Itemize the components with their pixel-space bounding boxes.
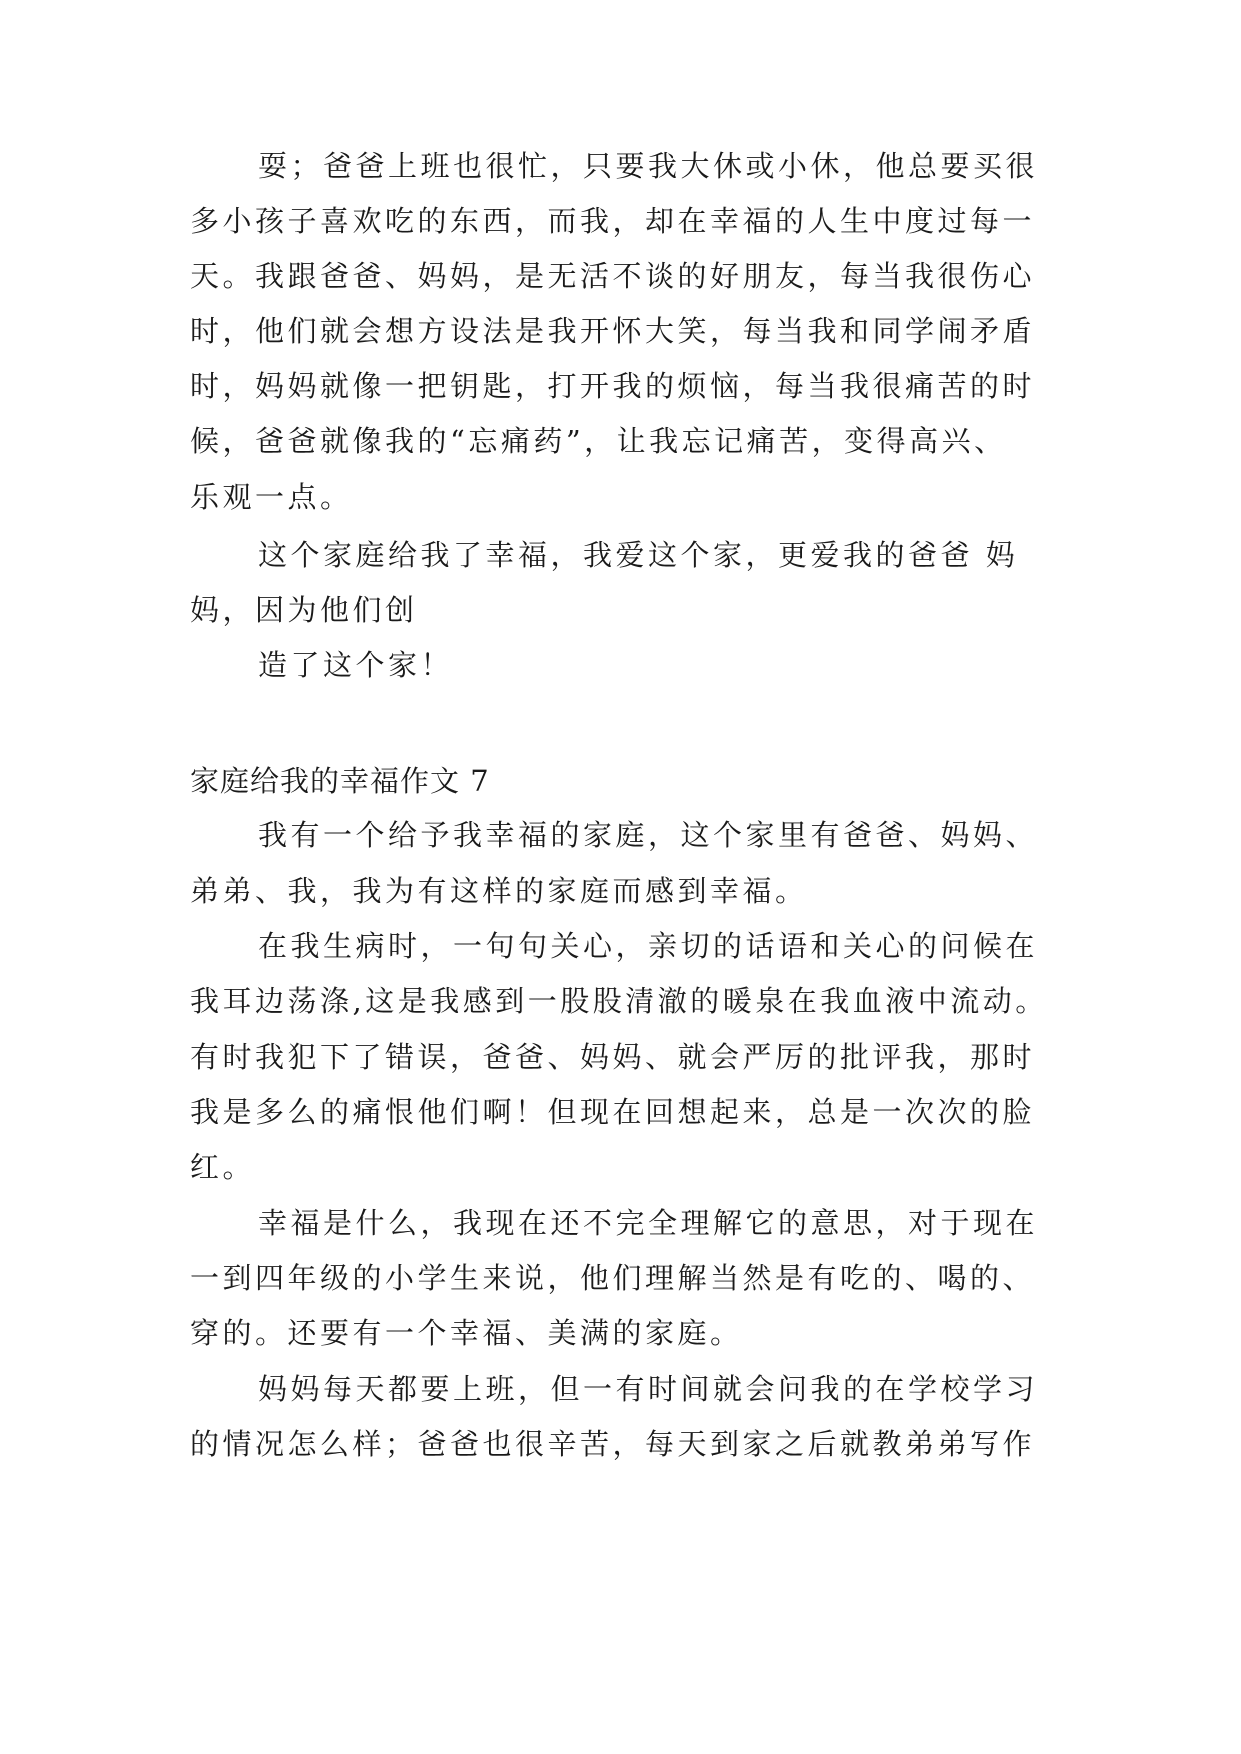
text-line: 耍；爸爸上班也很忙，只要我大休或小休，他总要买很 [258,149,1039,183]
text-line: 弟弟、我，我为有这样的家庭而感到幸福。 [190,874,808,908]
text-line: 一到四年级的小学生来说，他们理解当然是有吃的、喝的、 [190,1261,1036,1295]
text-line: 妈妈每天都要上班，但一有时间就会问我的在学校学习 [258,1372,1039,1406]
text-line: 造了这个家！ [258,648,454,682]
text-line: 时，他们就会想方设法是我开怀大笑，每当我和同学闹矛盾 [190,314,1036,348]
text-line: 天。我跟爸爸、妈妈，是无活不谈的好朋友，每当我很伤心 [190,259,1036,293]
text-line: 有时我犯下了错误，爸爸、妈妈、就会严厉的批评我，那时 [190,1040,1036,1074]
text-line: 乐观一点。 [190,480,353,514]
text-line: 多小孩子喜欢吃的东西，而我，却在幸福的人生中度过每一 [190,204,1036,238]
text-line: 穿的。还要有一个幸福、美满的家庭。 [190,1316,743,1350]
text-line: 幸福是什么，我现在还不完全理解它的意思，对于现在 [258,1206,1039,1240]
text-line: 我有一个给予我幸福的家庭，这个家里有爸爸、妈妈、 [258,818,1039,852]
text-line: 我耳边荡涤,这是我感到一股股清澈的暖泉在我血液中流动。 [190,984,1048,1018]
text-line: 红。 [190,1150,256,1184]
text-line: 时，妈妈就像一把钥匙，打开我的烦恼，每当我很痛苦的时 [190,369,1036,403]
text-line: 候，爸爸就像我的“忘痛药”，让我忘记痛苦，变得高兴、 [190,424,1007,458]
section-title: 家庭给我的幸福作文 7 [190,764,490,798]
text-line: 妈，因为他们创 [190,593,418,627]
text-line: 这个家庭给我了幸福，我爱这个家，更爱我的爸爸 妈 [258,538,1019,572]
text-line: 的情况怎么样；爸爸也很辛苦，每天到家之后就教弟弟写作 [190,1427,1036,1461]
text-line: 在我生病时，一句句关心，亲切的话语和关心的问候在 [258,929,1039,963]
text-line: 我是多么的痛恨他们啊！但现在回想起来，总是一次次的脸 [190,1095,1036,1129]
